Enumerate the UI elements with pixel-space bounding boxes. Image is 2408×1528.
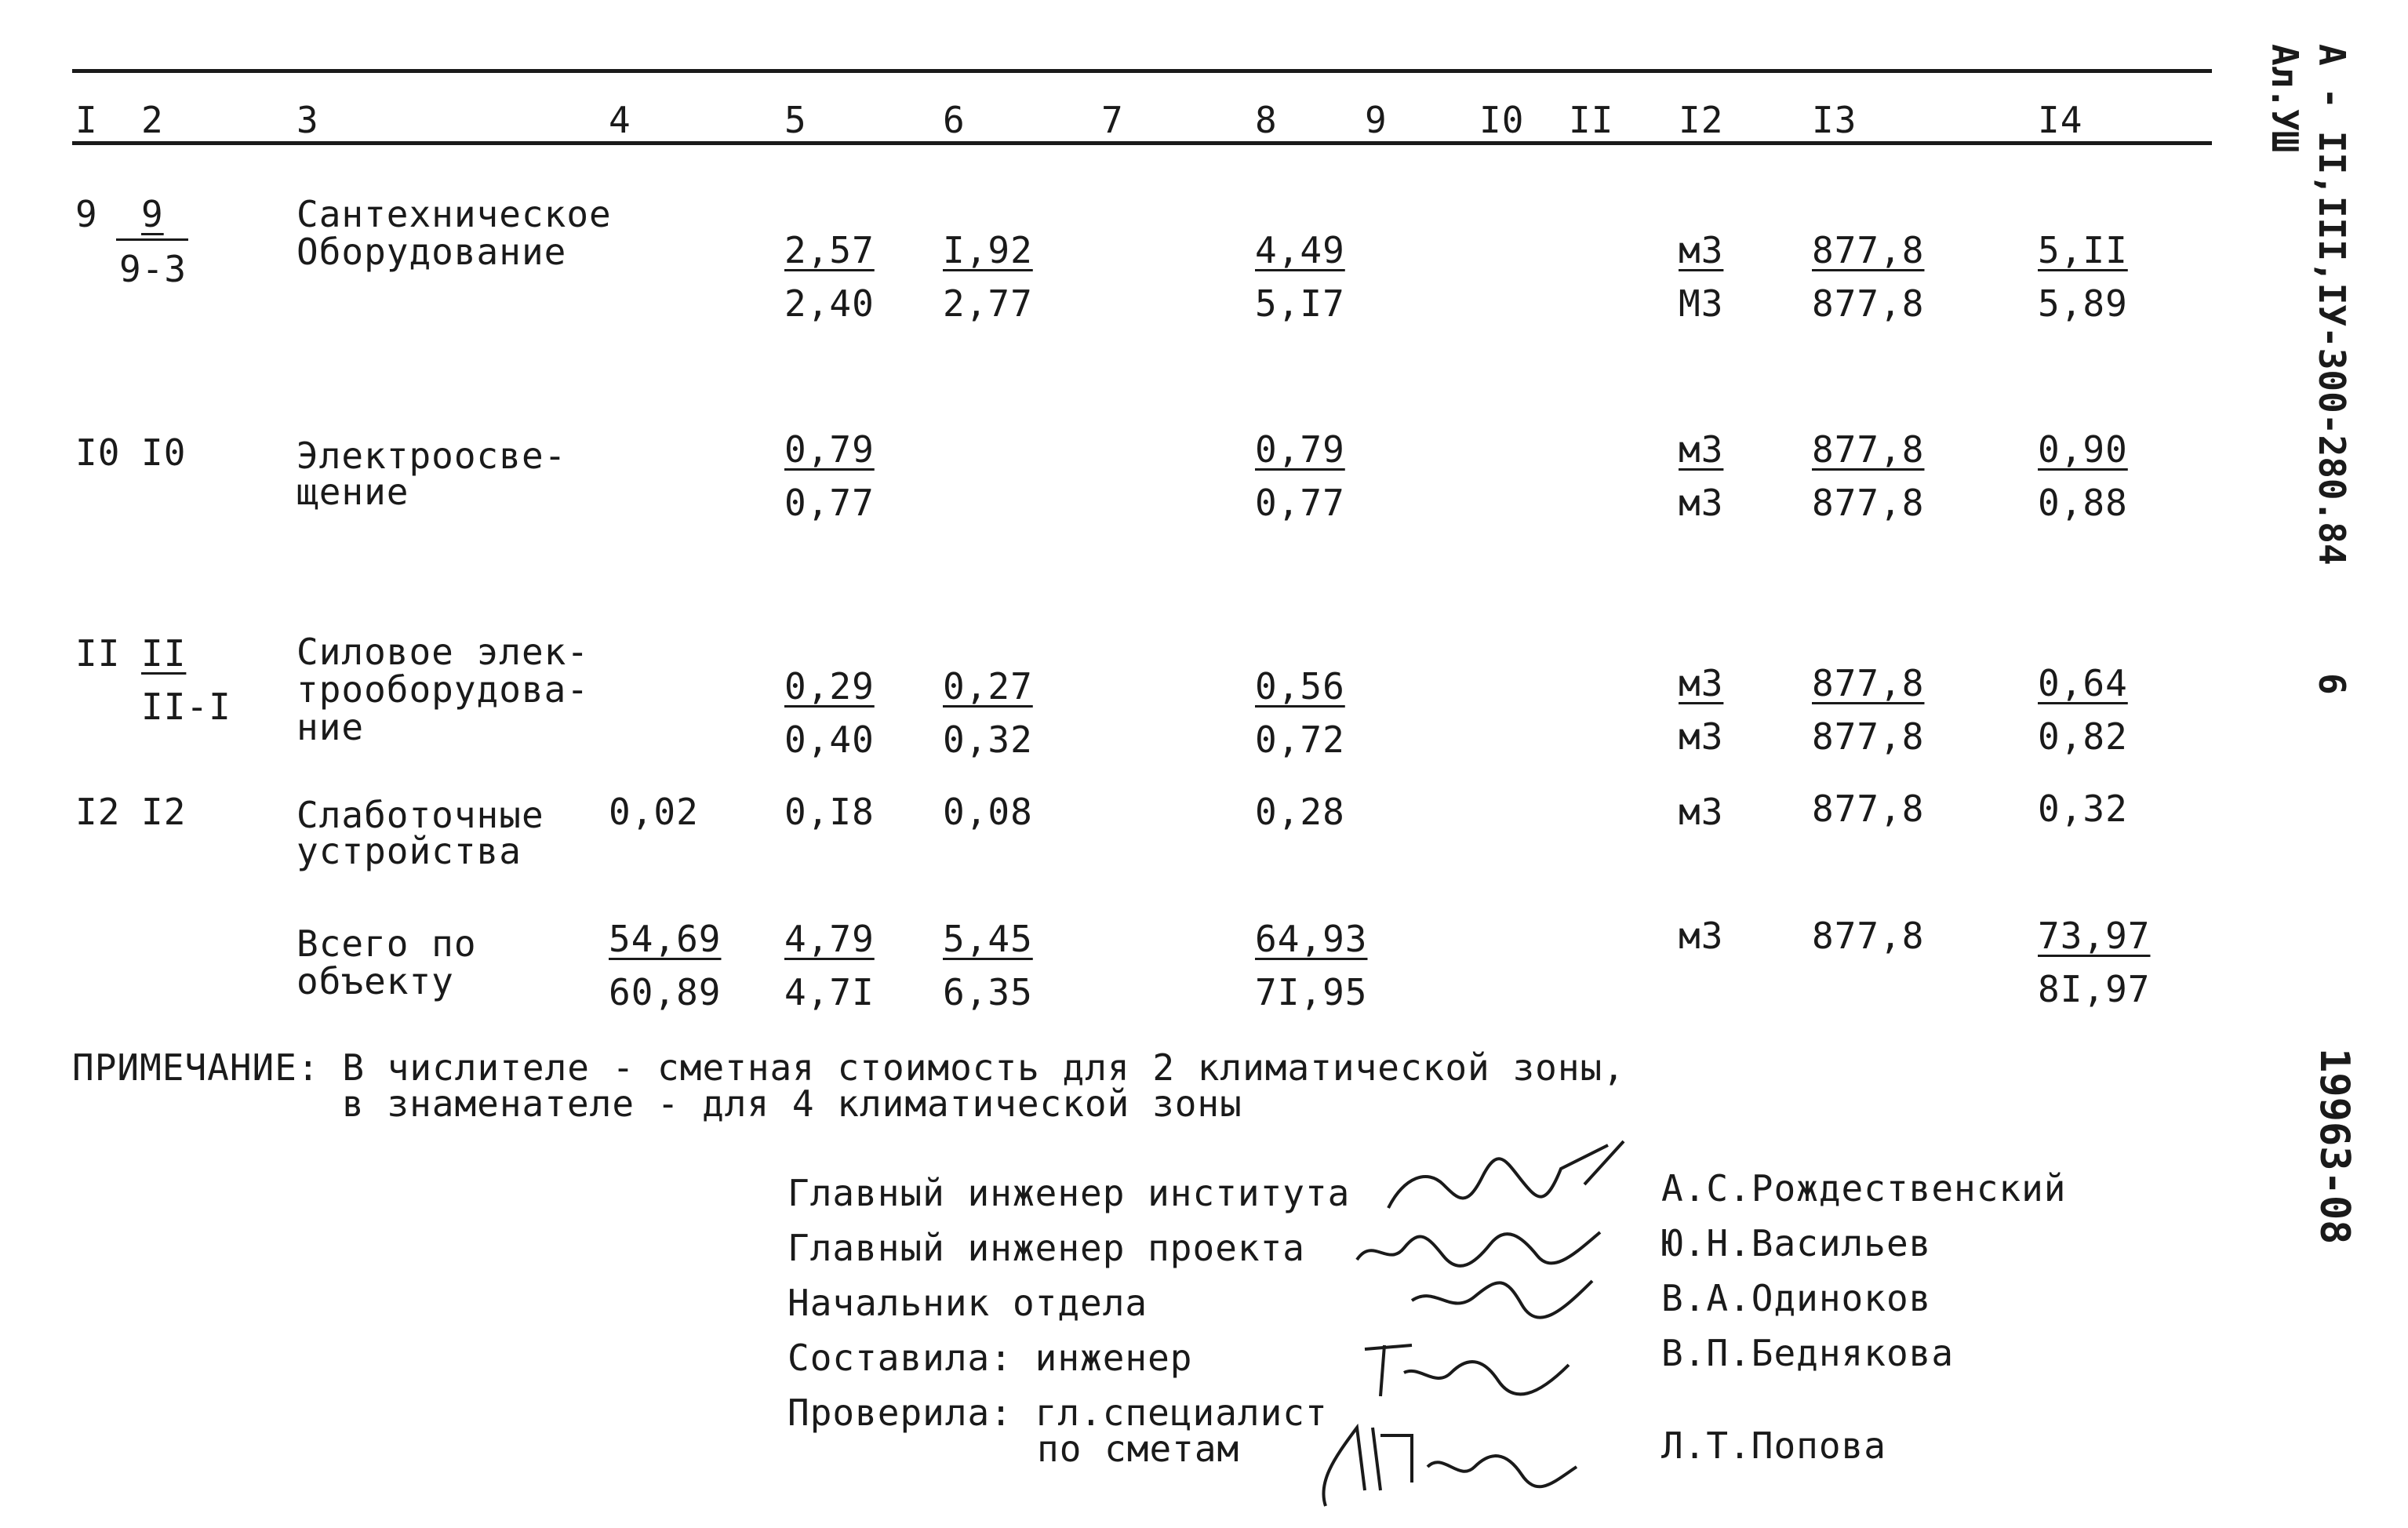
- col-header-5: 5: [784, 99, 807, 141]
- total-c4-den: 60,89: [609, 971, 722, 1013]
- sheet-label: Ал.УШ: [2264, 44, 2306, 153]
- row12-c12: м3: [1679, 791, 1724, 833]
- row10-c13-den: 877,8: [1812, 482, 1925, 524]
- total-c12: м3: [1679, 915, 1724, 957]
- row10-c13-num: 877,8: [1812, 428, 1925, 471]
- row9-c14-num: 5,II: [2038, 229, 2128, 271]
- row11-c5-num: 0,29: [784, 665, 875, 708]
- sign-role-2: Главный инженер проекта: [788, 1227, 1305, 1269]
- row9-c13-den: 877,8: [1812, 282, 1925, 325]
- row9-c13-num: 877,8: [1812, 229, 1925, 271]
- row11-c12-den: м3: [1679, 715, 1724, 758]
- row11-name-1: Силовое элек-: [296, 631, 590, 673]
- row12-c13: 877,8: [1812, 788, 1925, 830]
- col-header-13: I3: [1812, 99, 1857, 141]
- row9-c6-num: I,92: [943, 229, 1033, 271]
- note-line-2: в знаменателе - для 4 климатической зоны: [342, 1082, 1242, 1125]
- row12-code: I2: [141, 791, 187, 833]
- row9-name-2: Оборудование: [296, 231, 567, 273]
- total-c8-num: 64,93: [1255, 918, 1368, 960]
- row12-num: I2: [75, 791, 121, 833]
- total-c4-num: 54,69: [609, 918, 722, 960]
- col-header-7: 7: [1101, 99, 1124, 141]
- row11-c8-den: 0,72: [1255, 719, 1345, 761]
- signature-5: [1302, 1404, 1584, 1514]
- row10-c8-den: 0,77: [1255, 482, 1345, 524]
- col-header-3: 3: [296, 99, 319, 141]
- col-header-4: 4: [609, 99, 631, 141]
- row11-name-3: ние: [296, 706, 365, 748]
- row11-c8-num: 0,56: [1255, 665, 1345, 708]
- total-name-1: Всего по: [296, 922, 477, 965]
- row11-c14-num: 0,64: [2038, 662, 2128, 704]
- row9-c14-den: 5,89: [2038, 282, 2128, 325]
- col-header-11: II: [1569, 99, 1614, 141]
- row10-c14-num: 0,90: [2038, 428, 2128, 471]
- doc-code: А - II,III,IУ-300-280.84: [2311, 44, 2353, 566]
- signature-2: [1349, 1221, 1608, 1275]
- row9-c6-den: 2,77: [943, 282, 1033, 325]
- row12-c6: 0,08: [943, 791, 1033, 833]
- signature-3: [1404, 1269, 1600, 1332]
- sign-role-4: Составила: инженер: [788, 1337, 1193, 1379]
- col-header-14: I4: [2038, 99, 2083, 141]
- row9-c12-num: м3: [1679, 229, 1724, 271]
- total-c8-den: 7I,95: [1255, 971, 1368, 1013]
- top-rule: [72, 69, 2212, 73]
- row10-name-2: щение: [296, 471, 409, 513]
- row10-c5-den: 0,77: [784, 482, 875, 524]
- row11-name-2: трооборудова-: [296, 668, 590, 711]
- row11-code: II: [141, 632, 187, 675]
- row12-c8: 0,28: [1255, 791, 1345, 833]
- row9-c5-num: 2,57: [784, 229, 875, 271]
- row10-c14-den: 0,88: [2038, 482, 2128, 524]
- col-header-12: I2: [1679, 99, 1724, 141]
- row10-c12-den: м3: [1679, 482, 1724, 524]
- total-c6-den: 6,35: [943, 971, 1033, 1013]
- row12-c5: 0,I8: [784, 791, 875, 833]
- col-header-2: 2: [141, 99, 164, 141]
- row10-code: I0: [141, 431, 187, 474]
- row12-c14: 0,32: [2038, 788, 2128, 830]
- row12-name-1: Слаботочные: [296, 794, 544, 836]
- doc-number: 19963-08: [2311, 1048, 2358, 1245]
- row9-name-1: Сантехническое: [296, 193, 612, 235]
- total-c14-den: 8I,97: [2038, 968, 2151, 1010]
- total-c13: 877,8: [1812, 915, 1925, 957]
- row11-code-sub: II-I: [141, 686, 231, 728]
- header-rule: [72, 141, 2212, 145]
- row11-c14-den: 0,82: [2038, 715, 2128, 758]
- total-c14-num: 73,97: [2038, 915, 2151, 957]
- col-header-9: 9: [1365, 99, 1388, 141]
- row12-name-2: устройства: [296, 830, 522, 872]
- sign-role-3: Начальник отдела: [788, 1282, 1148, 1324]
- row9-c8-num: 4,49: [1255, 229, 1345, 271]
- row10-c12-num: м3: [1679, 428, 1724, 471]
- row10-c5-num: 0,79: [784, 428, 875, 471]
- sign-name-5: Л.Т.Попова: [1661, 1424, 1886, 1467]
- row9-code-sub: 9-3: [119, 248, 187, 290]
- note-line-1: ПРИМЕЧАНИЕ: В числителе - сметная стоимость для 2 климатической зоны,: [72, 1046, 1625, 1089]
- sign-name-2: Ю.Н.Васильев: [1661, 1222, 1932, 1264]
- row11-c6-num: 0,27: [943, 665, 1033, 708]
- total-c5-num: 4,79: [784, 918, 875, 960]
- total-name-2: объекту: [296, 960, 454, 1002]
- row11-c13-num: 877,8: [1812, 662, 1925, 704]
- sign-role-5: Проверила: гл.специалист: [788, 1392, 1328, 1434]
- row11-c13-den: 877,8: [1812, 715, 1925, 758]
- sign-role-5b: по сметам: [1037, 1428, 1240, 1470]
- sign-role-1: Главный инженер института: [788, 1172, 1351, 1214]
- row10-name-1: Электроосве-: [296, 435, 567, 477]
- total-c5-den: 4,7I: [784, 971, 875, 1013]
- row9-num: 9: [75, 193, 98, 235]
- row11-c5-den: 0,40: [784, 719, 875, 761]
- col-header-10: I0: [1479, 99, 1525, 141]
- col-header-1: I: [75, 99, 98, 141]
- row9-c5-den: 2,40: [784, 282, 875, 325]
- row10-num: I0: [75, 431, 121, 474]
- sign-name-4: В.П.Беднякова: [1661, 1332, 1955, 1374]
- page-number: 6: [2311, 673, 2353, 695]
- row9-fraction-bar: [116, 238, 188, 241]
- total-c6-num: 5,45: [943, 918, 1033, 960]
- sign-name-1: А.С.Рождественский: [1661, 1167, 2067, 1210]
- col-header-8: 8: [1255, 99, 1278, 141]
- row11-num: II: [75, 632, 121, 675]
- row9-code: 9: [141, 193, 164, 235]
- signature-4: [1349, 1333, 1584, 1412]
- row9-c12-den: М3: [1679, 282, 1724, 325]
- row9-c8-den: 5,I7: [1255, 282, 1345, 325]
- col-header-6: 6: [943, 99, 966, 141]
- row10-c8-num: 0,79: [1255, 428, 1345, 471]
- signature-1: [1373, 1137, 1639, 1224]
- row11-c12-num: м3: [1679, 662, 1724, 704]
- row12-c4: 0,02: [609, 791, 699, 833]
- row11-c6-den: 0,32: [943, 719, 1033, 761]
- sign-name-3: В.А.Одиноков: [1661, 1277, 1932, 1319]
